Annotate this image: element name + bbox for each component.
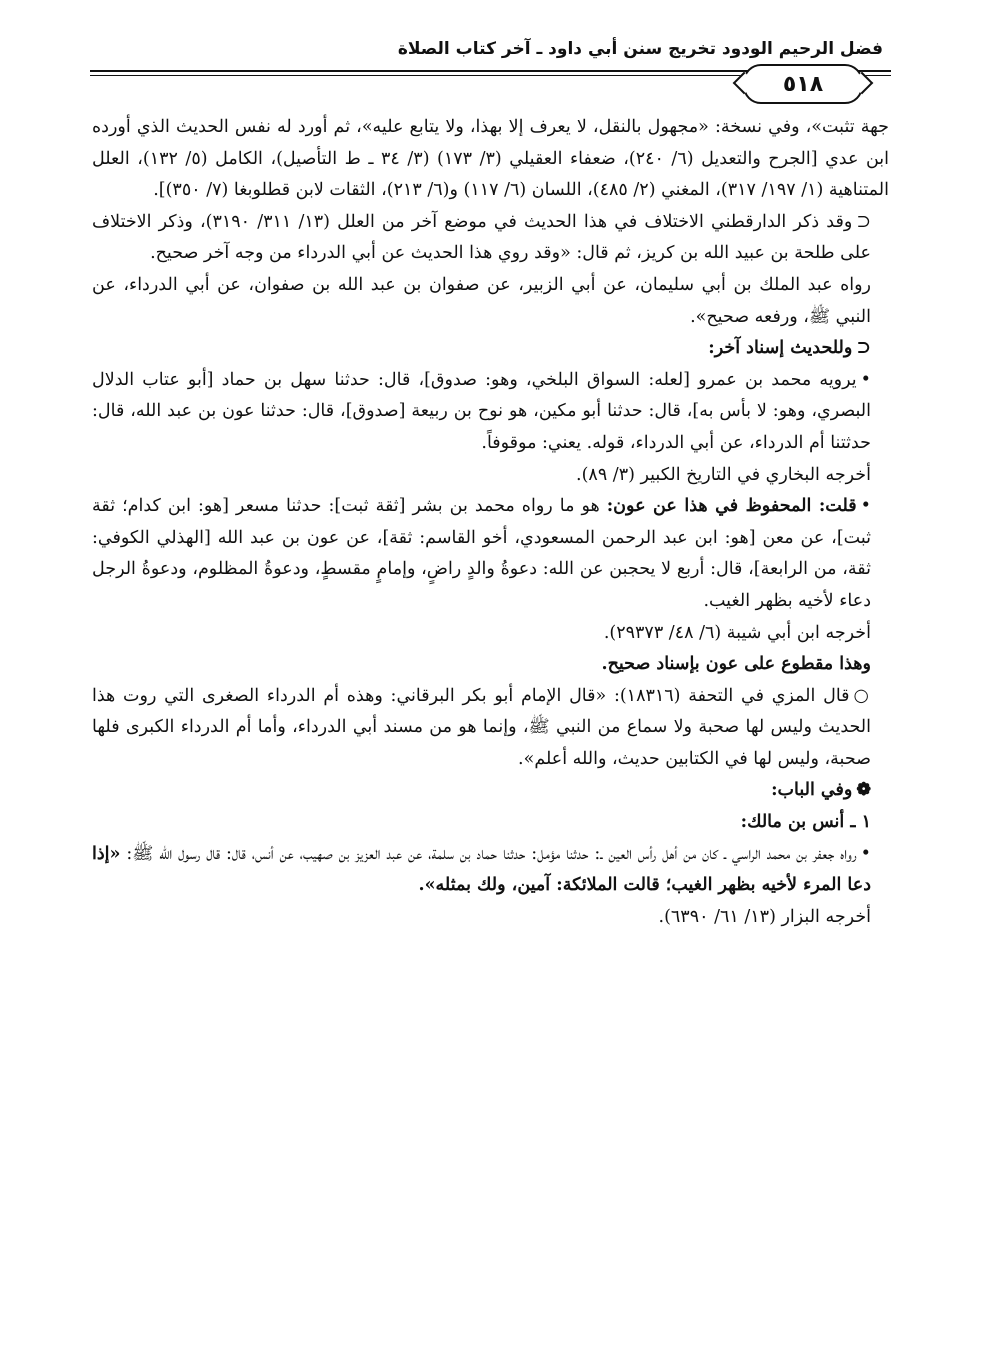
subsection-heading: ١ ـ أنس بن مالك: xyxy=(740,812,871,833)
paragraph: ⊂وللحديث إسناد آخر: xyxy=(708,338,871,359)
bullet-icon: • xyxy=(860,843,871,864)
paragraph: وهذا مقطوع على عون بإسناد صحيح. xyxy=(601,654,871,675)
page-body xyxy=(92,112,889,1323)
running-title: فضل الرحيم الودود تخريج سنن أبي داود ـ آخر كتاب الصلاة xyxy=(397,39,883,59)
flower-ornament-icon: ❁ xyxy=(856,780,871,801)
paragraph: أخرجه البزار (١٣/ ٦١/ ٦٣٩٠). xyxy=(658,906,871,927)
paragraph: رواه عبد الملك بن أبي سليمان، عن أبي الزبير، عن صفوان بن عبد الله بن صفوان، عن أبي الدرداء، عن النبي ﷺ، ورفعه صحيح». xyxy=(92,274,871,327)
hollow-c-marker-icon: ⊂ xyxy=(856,338,871,359)
page-header xyxy=(90,34,891,106)
section-heading: ❁وفي الباب: xyxy=(771,780,871,801)
bullet-icon: • xyxy=(860,369,871,390)
paragraph: ⊂وقد ذكر الدارقطني الاختلاف في هذا الحديث في موضع آخر من العلل (١٣/ ٣١١/ ٣١٩٠)، وذكر الاختلاف على طلحة بن عبيد الله بن كريز، ثم قال: «وقد روي هذا الحديث عن أبي الدرداء من وجه آخر صحيح. xyxy=(92,211,871,264)
paragraph: •قلت: المحفوظ في هذا عن عون: هو ما رواه محمد بن بشر [ثقة ثبت]: حدثنا مسعر [هو: ابن كدام؛ ثقة ثبت]، عن معن [هو: ابن عبد الرحمن المسعودي، أخو القاسم: ثقة]، عن عون بن عبد الله [الهذلي الكوفي: ثقة، من الرابعة]، قال: أربع لا يحجبن عن الله: دعوةُ والدٍ راضٍ، وإمامٍ مقسطٍ، ودعوةُ المظلوم، ودعوةُ الرجل دعاء لأخيه بظهر الغيب. xyxy=(92,496,871,611)
hollow-c-marker-icon: ⊂ xyxy=(856,211,871,232)
paragraph: ○قال المزي في التحفة (١٨٣١٦): «قال الإمام أبو بكر البرقاني: وهذه أم الدرداء الصغرى التي روت هذا الحديث وليس لها صحبة ولا سماع من النبي ﷺ، وإنما هو من مسند أبي الدرداء، وأما أم الدرداء الكبرى فلها صحبة، وليس لها في الكتابين حديث، والله أعلم». xyxy=(92,685,871,769)
hollow-circle-marker-icon: ○ xyxy=(853,685,871,706)
page-number-badge: ٥١٨ xyxy=(743,64,863,104)
paragraph: •رواه جعفر بن محمد الراسي ـ كان من أهل رأس العين ـ: حدثنا مؤمل: حدثنا حماد بن سلمة، عن عبد العزيز بن صهيب، عن أنس، قال: قال رسول الله ﷺ: «إذا دعا المرء لأخيه بظهر الغيب؛ قالت الملائكة: آمين، ولك بمثله». xyxy=(92,843,871,896)
paragraph: أخرجه البخاري في التاريخ الكبير (٣/ ٨٩). xyxy=(576,464,871,485)
paragraph: جهة تثبت»، وفي نسخة: «مجهول بالنقل، لا يعرف إلا بهذا، ولا يتابع عليه»، ثم أورد له نفس الحديث الذي أورده ابن عدي [الجرح والتعديل (٦/ ٢٤٠)، ضعفاء العقيلي (٣/ ١٧٣) (٣/ ٣٤ ـ ط التأصيل)، الكامل (٥/ ١٣٢)، العلل المتناهية (١/ ١٩٧/ ٣١٧)، المغني (٢/ ٤٨٥)، اللسان (٦/ ١١٧) و(٦/ ٢١٣)، الثقات لابن قطلوبغا (٧/ ٣٥٠)]. xyxy=(92,117,890,201)
paragraph: •يرويه محمد بن عمرو [لعله: السواق البلخي، وهو: صدوق]، قال: حدثنا سهل بن حماد [أبو عتاب الدلال البصري، وهو: لا بأس به]، قال: حدثنا أبو مكين، هو نوح بن ربيعة [صدوق]، قال: حدثنا عون بن عبد الله، قال: حدثتنا أم الدرداء، عن أبي الدرداء، قوله. يعني: موقوفاً. xyxy=(92,369,871,453)
paragraph: أخرجه ابن أبي شيبة (٦/ ٤٨/ ٢٩٣٧٣). xyxy=(603,622,871,643)
bullet-icon: • xyxy=(860,496,871,517)
